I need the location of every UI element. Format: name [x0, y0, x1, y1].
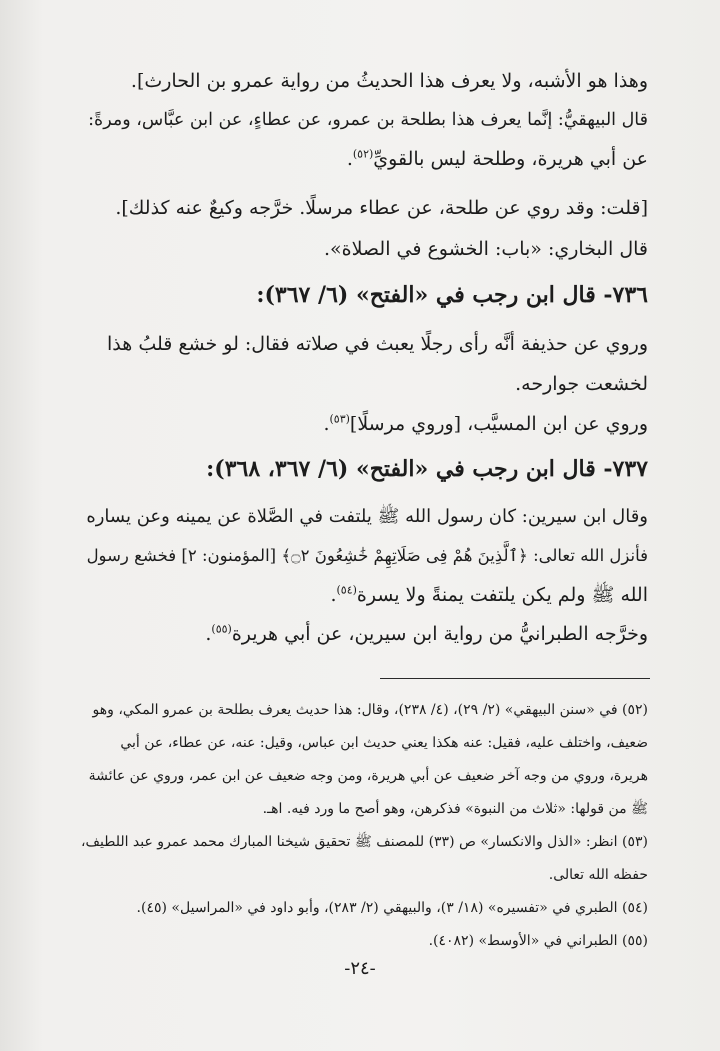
text-line: قال البخاري: «باب: الخشوع في الصلاة». [323, 238, 648, 260]
footnote-ref: (٥٢) [352, 147, 374, 161]
text-line: الله ﷺ ولم يكن يلتفت يمنةً ولا يسرة$^{(٥٤)}$. [330, 583, 648, 606]
text-line: قال البيهقيُّ: إنَّما يعرف هذا بطلحة بن عمرو، عن عطاءٍ، عن ابن عبَّاس، ومرةً: [88, 110, 648, 130]
entry-heading: ٧٣٦- قال ابن رجب في «الفتح» (٦/ ٣٦٧): [256, 282, 648, 308]
text-line: فأنزل الله تعالى: ﴿ٱلَّذِينَ هُمْ فِى صَلَاتِهِمْ خَٰشِعُونَ ۝٢﴾ [المؤمنون: ٢] فخشع رسول [86, 546, 648, 565]
text-line: عن أبي هريرة، وطلحة ليس بالقويِّ$^{(٥٢)}$. [346, 147, 648, 170]
footnote-line: ضعيف، واختلف عليه، فقيل: عنه هكذا يعني حديث ابن عباس، وقيل: عنه، عن عطاء، عن أبي [120, 735, 648, 751]
footnote-line: هريرة، وروي من وجه آخر ضعيف عن أبي هريرة، ومن وجه ضعيف عن ابن عمر، وروي عن عائشة [88, 768, 648, 784]
text-line: وروي عن ابن المسيَّب، [وروي مرسلًا]$^{(٥٣)}$. [323, 412, 648, 435]
footnote-ref: (٥٥) [211, 622, 232, 636]
footnote-ref: (٥٤) [336, 583, 357, 597]
footnote-line: ﷺ من قولها: «ثلاث من النبوة» فذكرهن، وهو أصح ما ورد فيه. اهـ. [262, 801, 648, 817]
footnote-line: (٥٥) الطبراني في «الأوسط» (٤٠٨٢). [428, 933, 648, 949]
text-line: وهذا هو الأشبه، ولا يعرف هذا الحديثُ من رواية عمرو بن الحارث]. [130, 70, 648, 92]
page-number: -٢٤- [344, 958, 376, 979]
footnote-ref: (٥٣) [329, 412, 350, 426]
text-line: [قلت: وقد روي عن طلحة، عن عطاء مرسلًا. خرَّجه وكيعٌ عنه كذلك]. [115, 197, 648, 219]
text-line: لخشعت جوارحه. [515, 373, 648, 395]
text-line: وروي عن حذيفة أنَّه رأى رجلًا يعبث في صلاته فقال: لو خشع قلبُ هذا [107, 333, 648, 355]
text-line: وقال ابن سيرين: كان رسول الله ﷺ يلتفت في الصَّلاة عن يمينه وعن يساره [86, 506, 648, 527]
entry-heading: ٧٣٧- قال ابن رجب في «الفتح» (٦/ ٣٦٧، ٣٦٨): [206, 456, 648, 482]
footnote-line: حفظه الله تعالى. [548, 867, 648, 883]
footnote-line: (٥٤) الطبري في «تفسيره» (١٨/ ٣)، والبيهقي (٢/ ٢٨٣)، وأبو داود في «المراسيل» (٤٥). [136, 900, 648, 916]
footnote-divider [380, 678, 650, 679]
text-line: وخرَّجه الطبرانيُّ من رواية ابن سيرين، عن أبي هريرة$^{(٥٥)}$. [205, 622, 648, 645]
footnote-line: (٥٣) انظر: «الذل والانكسار» ص (٣٣) للمصنف ﷺ تحقيق شيخنا المبارك محمد عمرو عبد اللطيف، [80, 834, 648, 850]
footnote-line: (٥٢) في «سنن البيهقي» (٢/ ٢٩)، (٤/ ٢٣٨)، وقال: هذا حديث يعرف بطلحة بن عمرو المكي، وهو [92, 702, 648, 718]
